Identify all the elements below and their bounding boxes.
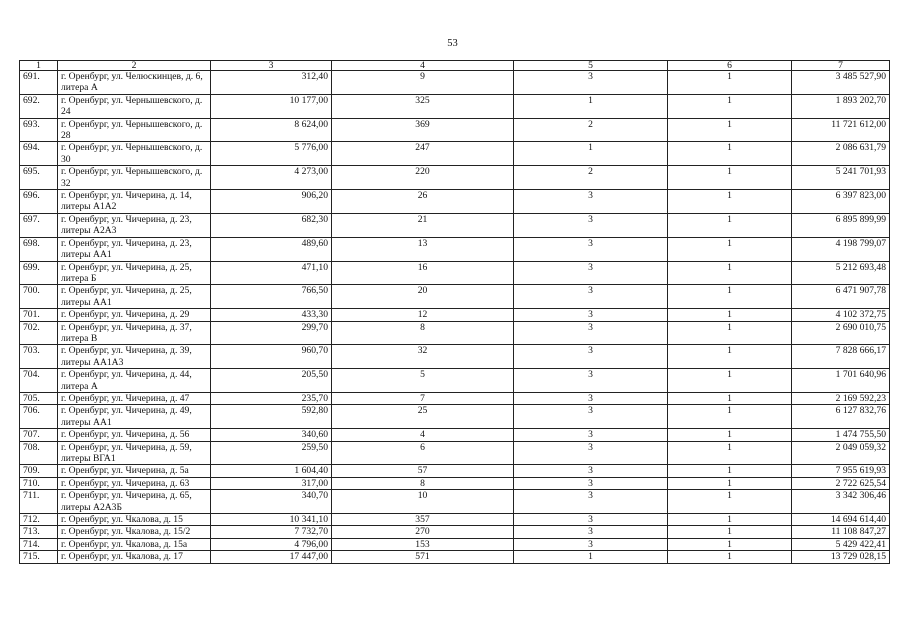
count-cell: 325 [332,94,514,118]
category-cell: 3 [514,261,668,285]
count-cell: 8 [332,477,514,489]
row-number-cell: 714. [20,538,58,550]
amount-cell: 4 102 372,75 [792,309,890,321]
flag-cell: 1 [668,309,792,321]
row-number-cell: 698. [20,237,58,261]
row-number-cell: 715. [20,551,58,563]
area-cell: 489,60 [211,237,332,261]
row-number-cell: 706. [20,405,58,429]
category-cell: 3 [514,441,668,465]
row-number-cell: 707. [20,429,58,441]
category-cell: 1 [514,142,668,166]
address-cell: г. Оренбург, ул. Чернышевского, д. 30 [58,142,211,166]
amount-cell: 2 049 059,32 [792,441,890,465]
flag-cell: 1 [668,429,792,441]
address-cell: г. Оренбург, ул. Чичерина, д. 25, литера Б [58,261,211,285]
column-header: 5 [514,61,668,71]
row-number-cell: 701. [20,309,58,321]
flag-cell: 1 [668,392,792,404]
address-cell: г. Оренбург, ул. Чичерина, д. 25, литеры АА1 [58,285,211,309]
category-cell: 2 [514,166,668,190]
category-cell: 3 [514,190,668,214]
amount-cell: 1 893 202,70 [792,94,890,118]
column-number-row [20,61,890,71]
address-cell: г. Оренбург, ул. Чернышевского, д. 28 [58,118,211,142]
count-cell: 357 [332,514,514,526]
count-cell: 153 [332,538,514,550]
count-cell: 32 [332,345,514,369]
category-cell: 3 [514,285,668,309]
flag-cell: 1 [668,213,792,237]
table-row [20,118,890,142]
category-cell: 3 [514,477,668,489]
address-cell: г. Оренбург, ул. Чичерина, д. 44, литера А [58,369,211,393]
housing-register-table [19,60,890,564]
category-cell: 3 [514,429,668,441]
category-cell: 1 [514,551,668,563]
row-number-cell: 712. [20,514,58,526]
count-cell: 13 [332,237,514,261]
row-number-cell: 709. [20,465,58,477]
table-row [20,405,890,429]
address-cell: г. Оренбург, ул. Чичерина, д. 47 [58,392,211,404]
table-row [20,166,890,190]
category-cell: 3 [514,237,668,261]
count-cell: 12 [332,309,514,321]
row-number-cell: 705. [20,392,58,404]
amount-cell: 3 485 527,90 [792,71,890,95]
row-number-cell: 696. [20,190,58,214]
area-cell: 205,50 [211,369,332,393]
page-number: 53 [447,38,458,49]
amount-cell: 2 169 592,23 [792,392,890,404]
address-cell: г. Оренбург, ул. Чичерина, д. 37, литера В [58,321,211,345]
row-number-cell: 691. [20,71,58,95]
amount-cell: 2 086 631,79 [792,142,890,166]
flag-cell: 1 [668,405,792,429]
area-cell: 17 447,00 [211,551,332,563]
row-number-cell: 710. [20,477,58,489]
area-cell: 960,70 [211,345,332,369]
flag-cell: 1 [668,71,792,95]
column-header: 3 [211,61,332,71]
amount-cell: 6 127 832,76 [792,405,890,429]
area-cell: 7 732,70 [211,526,332,538]
table-row [20,71,890,95]
table-row [20,392,890,404]
count-cell: 10 [332,490,514,514]
area-cell: 766,50 [211,285,332,309]
area-cell: 340,70 [211,490,332,514]
address-cell: г. Оренбург, ул. Чернышевского, д. 24 [58,94,211,118]
amount-cell: 5 429 422,41 [792,538,890,550]
amount-cell: 5 241 701,93 [792,166,890,190]
table-row [20,213,890,237]
address-cell: г. Оренбург, ул. Чкалова, д. 15а [58,538,211,550]
flag-cell: 1 [668,514,792,526]
address-cell: г. Оренбург, ул. Чичерина, д. 63 [58,477,211,489]
flag-cell: 1 [668,465,792,477]
column-header: 2 [58,61,211,71]
address-cell: г. Оренбург, ул. Чкалова, д. 15/2 [58,526,211,538]
area-cell: 259,50 [211,441,332,465]
table-row [20,309,890,321]
address-cell: г. Оренбург, ул. Челюскинцев, д. 6, литера А [58,71,211,95]
category-cell: 3 [514,309,668,321]
table-row [20,490,890,514]
column-header: 4 [332,61,514,71]
flag-cell: 1 [668,285,792,309]
count-cell: 270 [332,526,514,538]
row-number-cell: 702. [20,321,58,345]
area-cell: 312,40 [211,71,332,95]
category-cell: 2 [514,118,668,142]
flag-cell: 1 [668,321,792,345]
area-cell: 906,20 [211,190,332,214]
area-cell: 10 177,00 [211,94,332,118]
flag-cell: 1 [668,441,792,465]
table-row [20,538,890,550]
count-cell: 369 [332,118,514,142]
row-number-cell: 703. [20,345,58,369]
amount-cell: 6 471 907,78 [792,285,890,309]
count-cell: 57 [332,465,514,477]
amount-cell: 3 342 306,46 [792,490,890,514]
flag-cell: 1 [668,142,792,166]
category-cell: 3 [514,213,668,237]
amount-cell: 13 729 028,15 [792,551,890,563]
address-cell: г. Оренбург, ул. Чкалова, д. 15 [58,514,211,526]
row-number-cell: 697. [20,213,58,237]
table-row [20,477,890,489]
table-row [20,285,890,309]
address-cell: г. Оренбург, ул. Чичерина, д. 29 [58,309,211,321]
area-cell: 8 624,00 [211,118,332,142]
flag-cell: 1 [668,118,792,142]
count-cell: 20 [332,285,514,309]
amount-cell: 7 955 619,93 [792,465,890,477]
address-cell: г. Оренбург, ул. Чичерина, д. 65, литеры А2А3Б [58,490,211,514]
row-number-cell: 713. [20,526,58,538]
row-number-cell: 699. [20,261,58,285]
amount-cell: 7 828 666,17 [792,345,890,369]
flag-cell: 1 [668,190,792,214]
address-cell: г. Оренбург, ул. Чичерина, д. 49, литеры АА1 [58,405,211,429]
amount-cell: 5 212 693,48 [792,261,890,285]
area-cell: 433,30 [211,309,332,321]
table-row [20,94,890,118]
row-number-cell: 693. [20,118,58,142]
area-cell: 317,00 [211,477,332,489]
flag-cell: 1 [668,369,792,393]
row-number-cell: 704. [20,369,58,393]
category-cell: 3 [514,490,668,514]
flag-cell: 1 [668,526,792,538]
flag-cell: 1 [668,477,792,489]
count-cell: 4 [332,429,514,441]
category-cell: 3 [514,405,668,429]
address-cell: г. Оренбург, ул. Чичерина, д. 59, литеры ВГА1 [58,441,211,465]
category-cell: 3 [514,392,668,404]
category-cell: 3 [514,465,668,477]
address-cell: г. Оренбург, ул. Чичерина, д. 14, литеры А1А2 [58,190,211,214]
category-cell: 3 [514,526,668,538]
address-cell: г. Оренбург, ул. Чичерина, д. 5а [58,465,211,477]
table-row [20,321,890,345]
column-header: 6 [668,61,792,71]
count-cell: 16 [332,261,514,285]
category-cell: 3 [514,514,668,526]
table-row [20,142,890,166]
amount-cell: 6 895 899,99 [792,213,890,237]
count-cell: 9 [332,71,514,95]
row-number-cell: 694. [20,142,58,166]
address-cell: г. Оренбург, ул. Чичерина, д. 23, литеры АА1 [58,237,211,261]
count-cell: 247 [332,142,514,166]
table-row [20,465,890,477]
amount-cell: 4 198 799,07 [792,237,890,261]
column-header: 1 [20,61,58,71]
category-cell: 3 [514,345,668,369]
area-cell: 340,60 [211,429,332,441]
area-cell: 4 796,00 [211,538,332,550]
count-cell: 6 [332,441,514,465]
row-number-cell: 700. [20,285,58,309]
flag-cell: 1 [668,166,792,190]
amount-cell: 2 722 625,54 [792,477,890,489]
count-cell: 5 [332,369,514,393]
table-row [20,237,890,261]
area-cell: 10 341,10 [211,514,332,526]
area-cell: 235,70 [211,392,332,404]
row-number-cell: 692. [20,94,58,118]
flag-cell: 1 [668,551,792,563]
count-cell: 25 [332,405,514,429]
flag-cell: 1 [668,345,792,369]
amount-cell: 1 701 640,96 [792,369,890,393]
table-row [20,514,890,526]
area-cell: 471,10 [211,261,332,285]
category-cell: 3 [514,538,668,550]
table-row [20,345,890,369]
count-cell: 26 [332,190,514,214]
flag-cell: 1 [668,261,792,285]
row-number-cell: 695. [20,166,58,190]
count-cell: 21 [332,213,514,237]
count-cell: 571 [332,551,514,563]
column-header: 7 [792,61,890,71]
table-row [20,526,890,538]
address-cell: г. Оренбург, ул. Чичерина, д. 23, литеры А2А3 [58,213,211,237]
flag-cell: 1 [668,94,792,118]
address-cell: г. Оренбург, ул. Чернышевского, д. 32 [58,166,211,190]
amount-cell: 6 397 823,00 [792,190,890,214]
area-cell: 4 273,00 [211,166,332,190]
row-number-cell: 711. [20,490,58,514]
area-cell: 1 604,40 [211,465,332,477]
area-cell: 5 776,00 [211,142,332,166]
flag-cell: 1 [668,237,792,261]
category-cell: 1 [514,94,668,118]
flag-cell: 1 [668,538,792,550]
amount-cell: 14 694 614,40 [792,514,890,526]
category-cell: 3 [514,369,668,393]
table-row [20,429,890,441]
count-cell: 7 [332,392,514,404]
category-cell: 3 [514,321,668,345]
area-cell: 592,80 [211,405,332,429]
amount-cell: 11 108 847,27 [792,526,890,538]
amount-cell: 2 690 010,75 [792,321,890,345]
table-row [20,261,890,285]
row-number-cell: 708. [20,441,58,465]
table-row [20,190,890,214]
table-row [20,369,890,393]
area-cell: 682,30 [211,213,332,237]
flag-cell: 1 [668,490,792,514]
table-body [20,71,890,564]
address-cell: г. Оренбург, ул. Чкалова, д. 17 [58,551,211,563]
address-cell: г. Оренбург, ул. Чичерина, д. 56 [58,429,211,441]
address-cell: г. Оренбург, ул. Чичерина, д. 39, литеры АА1А3 [58,345,211,369]
amount-cell: 11 721 612,00 [792,118,890,142]
count-cell: 220 [332,166,514,190]
count-cell: 8 [332,321,514,345]
table-row [20,551,890,563]
table-row [20,441,890,465]
category-cell: 3 [514,71,668,95]
area-cell: 299,70 [211,321,332,345]
amount-cell: 1 474 755,50 [792,429,890,441]
